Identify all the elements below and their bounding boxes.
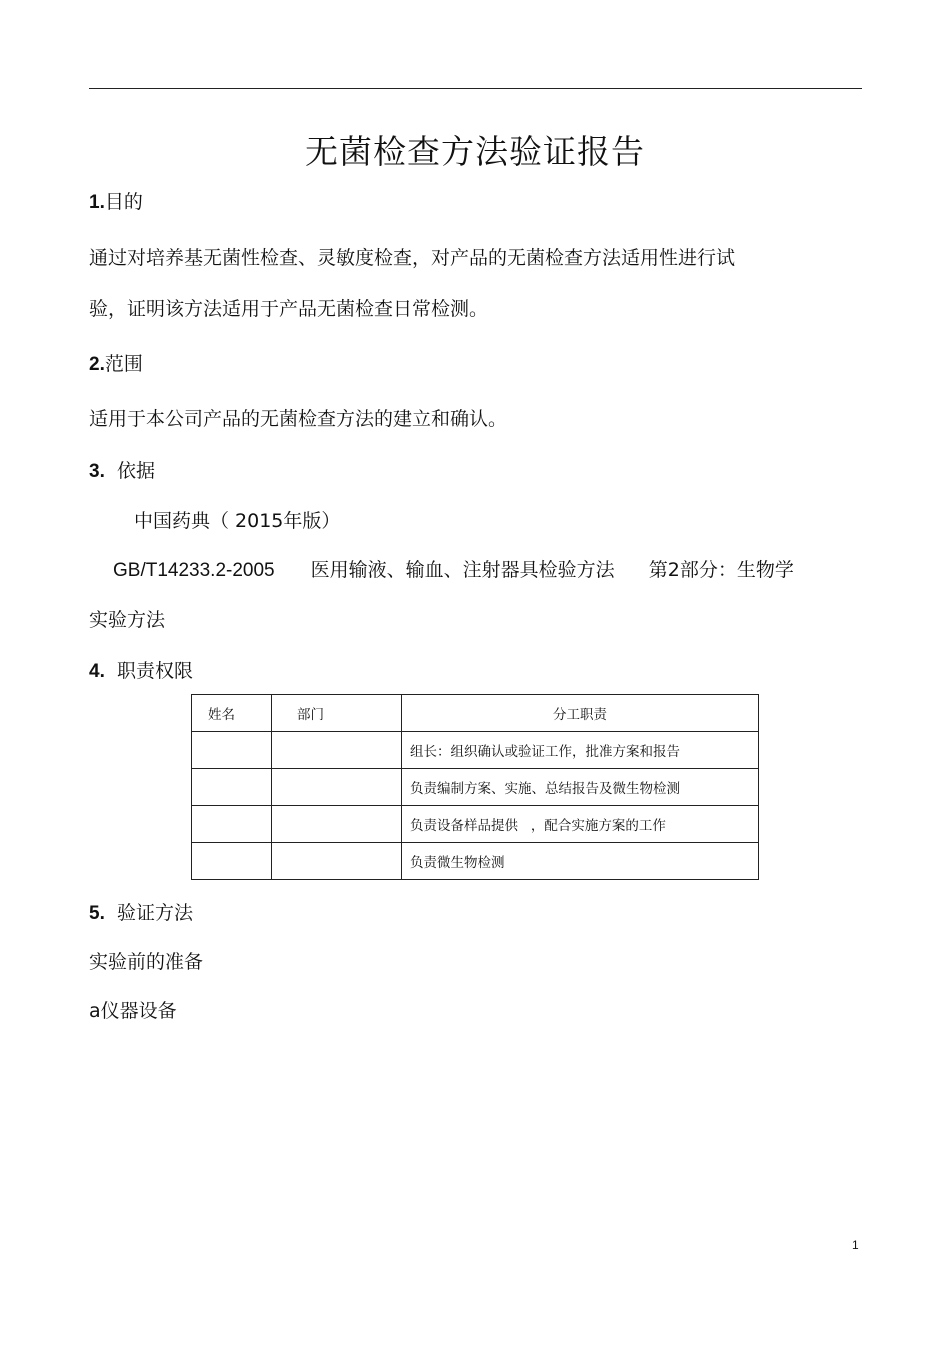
table-row	[192, 843, 759, 880]
section-title: 目的	[104, 191, 143, 213]
section-scope-heading	[89, 355, 143, 374]
section-roles-heading	[89, 662, 193, 681]
standard-part: 第2部分：生物学	[648, 559, 794, 581]
section-number: 5.	[89, 903, 105, 924]
cell-department	[272, 806, 402, 843]
document-title: 无菌检查方法验证报告	[305, 132, 645, 171]
cell-name	[192, 843, 272, 880]
section-title: 范围	[104, 353, 143, 375]
method-subheading-equipment: a仪器设备	[89, 1000, 177, 1022]
scope-text: 适用于本公司产品的无菌检查方法的建立和确认。	[89, 408, 508, 430]
cell-name	[192, 769, 272, 806]
standard-code: GB/T14233.2-2005	[113, 560, 275, 581]
cell-duty: 负责设备样品提供 ，配合实施方案的工作	[402, 806, 759, 843]
section-number: 1.	[89, 192, 105, 213]
method-subheading-preparation: 实验前的准备	[89, 951, 204, 973]
cell-department	[272, 732, 402, 769]
column-header-department: 部门	[272, 695, 402, 732]
standard-title: 医用输液、输血、注射器具检验方法	[310, 559, 615, 581]
section-number: 4.	[89, 661, 105, 682]
table-row	[192, 806, 759, 843]
cell-department	[272, 843, 402, 880]
section-method-heading	[89, 904, 193, 923]
section-basis-heading	[89, 462, 155, 481]
section-purpose-heading	[89, 193, 143, 212]
section-title: 职责权限	[116, 660, 193, 682]
cell-department	[272, 769, 402, 806]
column-header-name: 姓名	[192, 695, 272, 732]
cell-duty: 负责编制方案、实施、总结报告及微生物检测	[402, 769, 759, 806]
reference-pharmacopoeia: 中国药典（ 2015年版）	[134, 510, 341, 532]
header-rule	[89, 88, 862, 89]
section-number: 2.	[89, 354, 105, 375]
cell-name	[192, 806, 272, 843]
roles-table	[191, 694, 759, 880]
purpose-text-line-1: 通过对培养基无菌性检查、灵敏度检查，对产品的无菌检查方法适用性进行试	[89, 247, 736, 269]
cell-duty: 负责微生物检测	[402, 843, 759, 880]
table-header-row	[192, 695, 759, 732]
purpose-text-line-2: 验，证明该方法适用于产品无菌检查日常检测。	[89, 298, 489, 320]
table-row	[192, 732, 759, 769]
section-number: 3.	[89, 461, 105, 482]
table-row	[192, 769, 759, 806]
page-number: 1	[852, 1238, 859, 1252]
section-title: 验证方法	[116, 902, 193, 924]
column-header-duty: 分工职责	[402, 695, 759, 732]
section-title: 依据	[116, 460, 155, 482]
reference-gb-standard	[113, 561, 794, 580]
reference-gb-continued: 实验方法	[89, 609, 166, 631]
cell-name	[192, 732, 272, 769]
cell-duty: 组长：组织确认或验证工作，批准方案和报告	[402, 732, 759, 769]
